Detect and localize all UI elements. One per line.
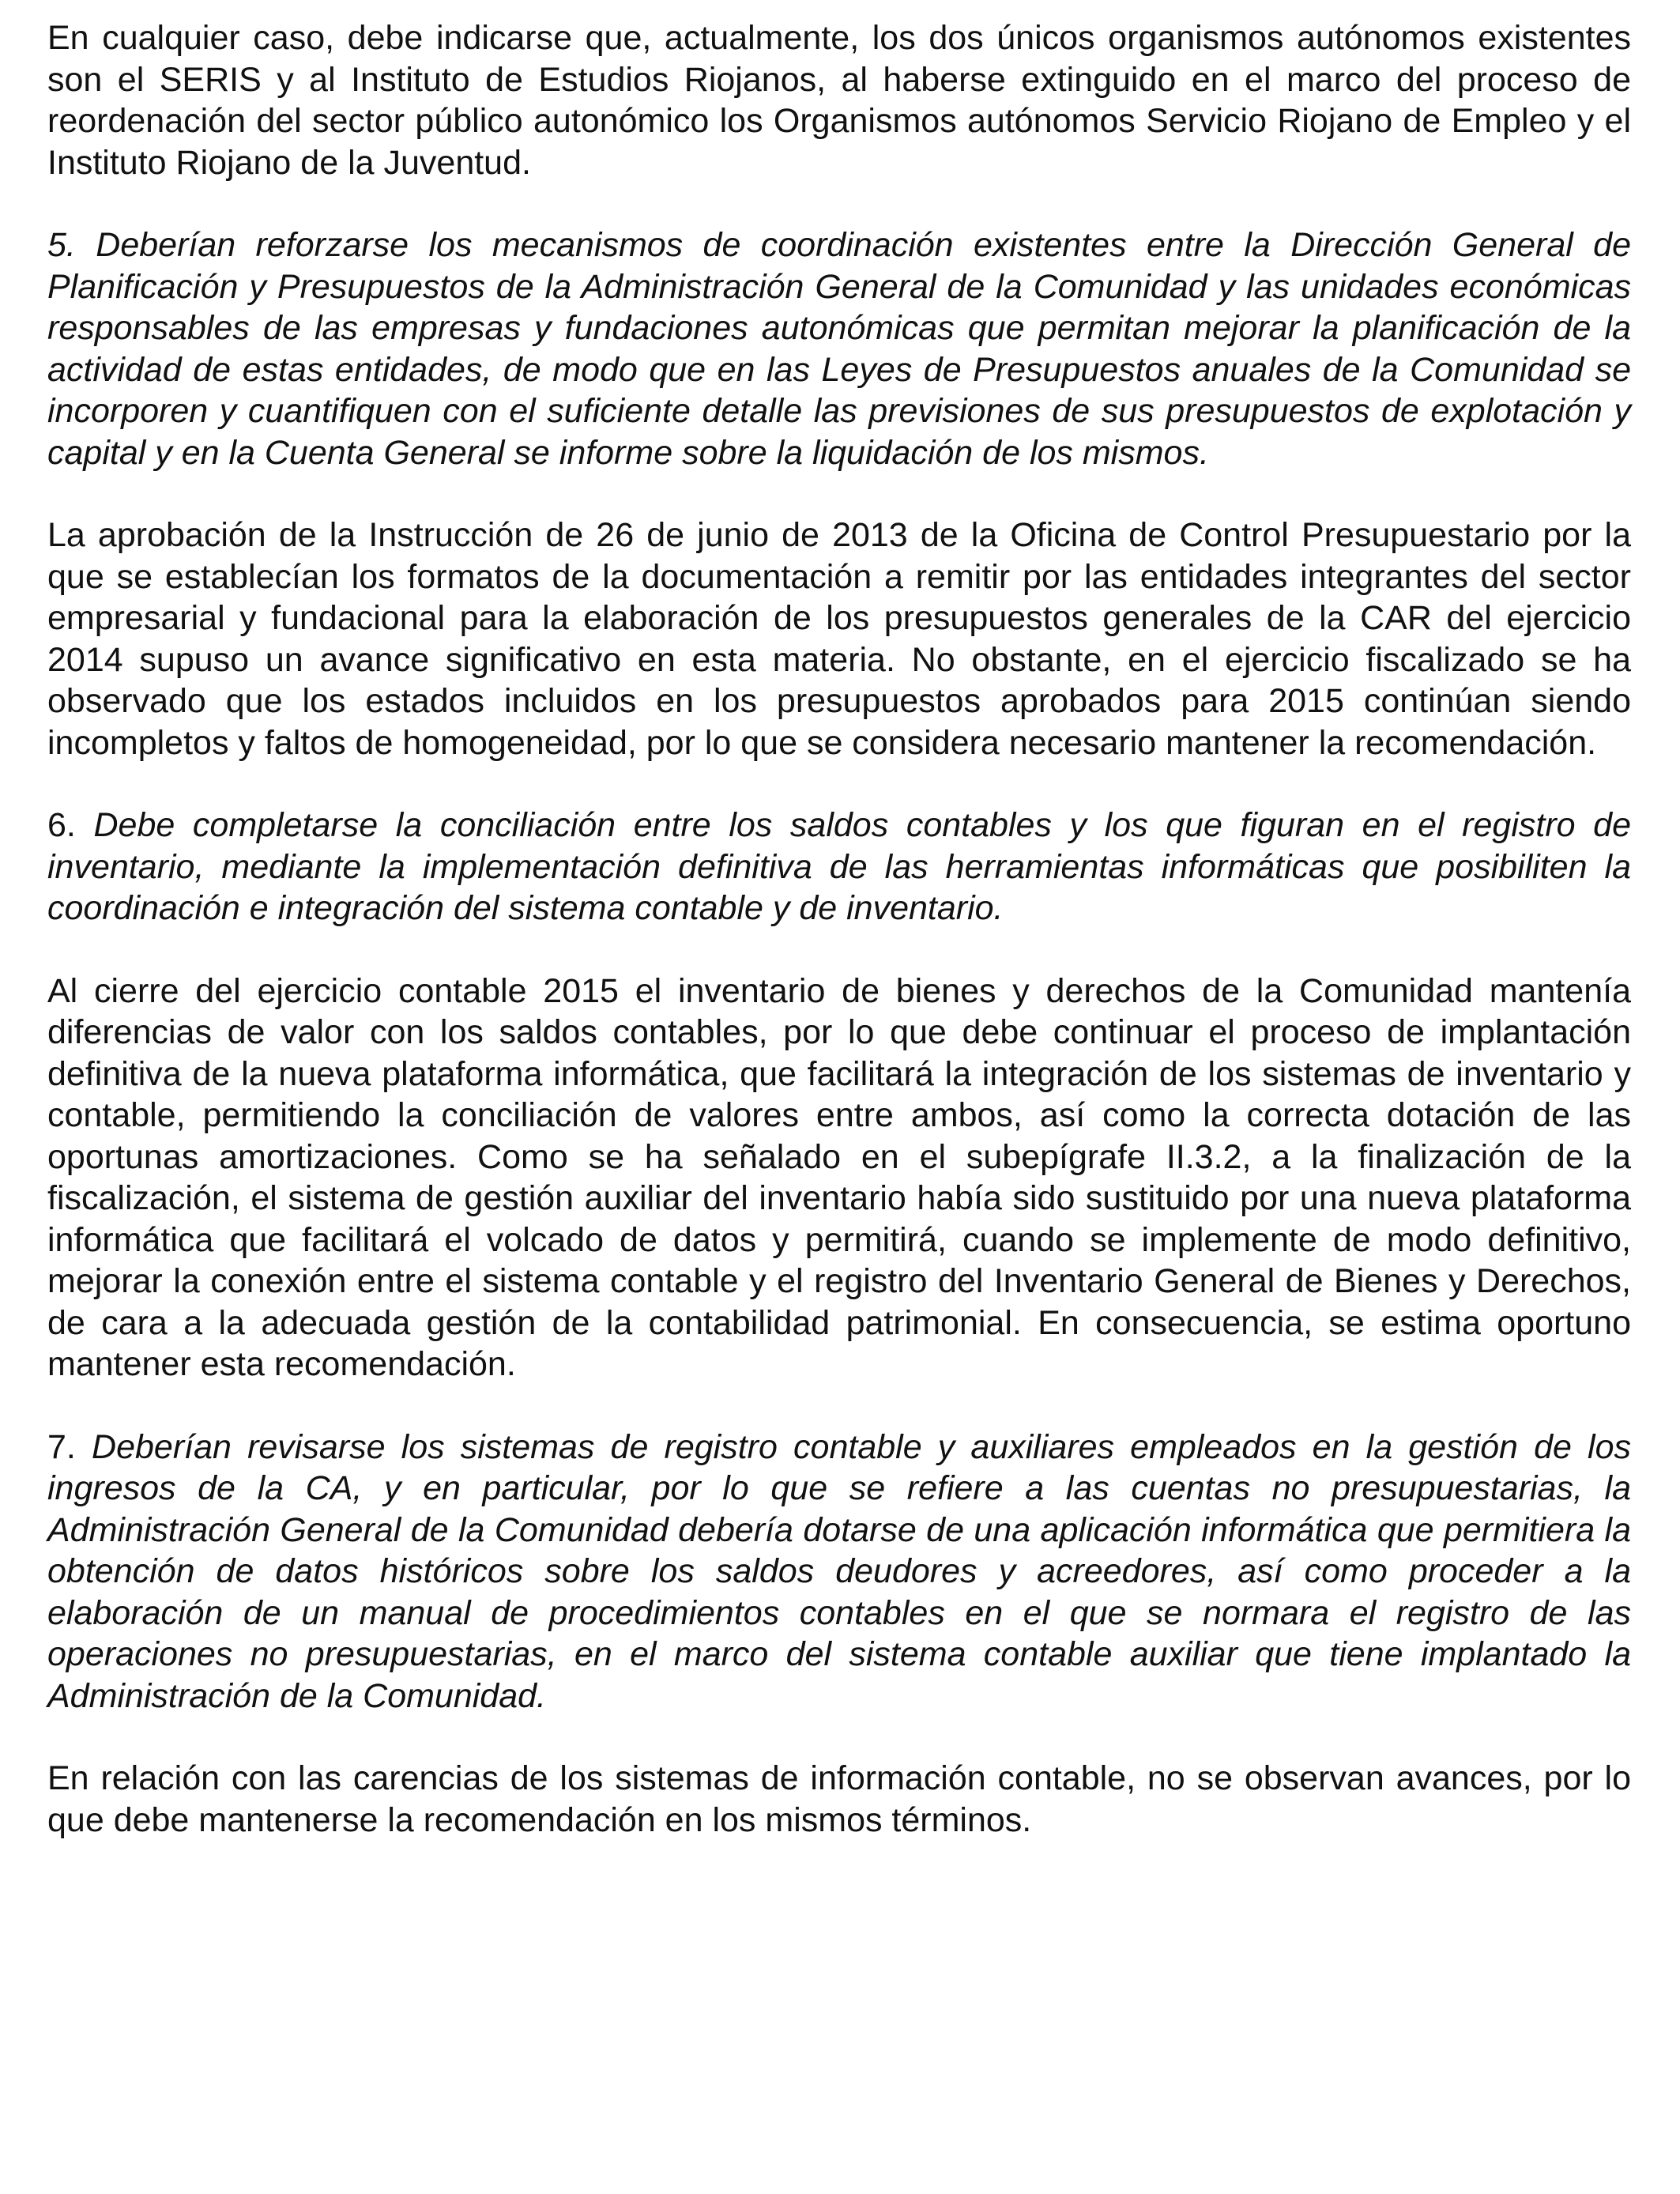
recommendation-text: Debe completarse la conciliación entre los saldos contables y los que figuran en el registro de inventario, mediante la implementación definitiva de las herramientas informáticas que posibiliten la coordinación e integración del sistema contable y de inventario. xyxy=(47,806,1631,927)
recommendation-text: Deberían reforzarse los mecanismos de coordinación existentes entre la Dirección General de Planificación y Presupuestos de la Administración General de la Comunidad y las unidades económicas responsables de las empresas y fundaciones autonómicas que permitan mejorar la planificación de la actividad de estas entidades, de modo que en las Leyes de Presupuestos anuales de la Comunidad se incorporen y cuantifiquen con el suficiente detalle las previsiones de sus presupuestos de explotación y capital y en la Cuenta General se informe sobre la liquidación de los mismos. xyxy=(47,226,1631,472)
paragraph-carencias-sistemas xyxy=(47,1758,1631,1841)
paragraph-text: Al cierre del ejercicio contable 2015 el inventario de bienes y derechos de la Comunidad mantenía diferencias de valor con los saldos contables, por lo que debe continuar el proceso de implantación definitiva de la nueva plataforma informática, que facilitará la integración de los sistemas de inventario y contable, permitiendo la conciliación de valores entre ambos, así como la correcta dotación de las oportunas amortizaciones. Como se ha señalado en el subepígrafe II.3.2, a la finalización de la fiscalización, el sistema de gestión auxiliar del inventario había sido sustituido por una nueva plataforma informática que facilitará el volcado de datos y permitirá, cuando se implemente de modo definitivo, mejorar la conexión entre el sistema contable y el registro del Inventario General de Bienes y Derechos, de cara a la adecuada gestión de la contabilidad patrimonial. En consecuencia, se estima oportuno mantener esta recomendación. xyxy=(47,971,1631,1383)
recommendation-number: 5. xyxy=(47,226,76,264)
paragraph-text: En cualquier caso, debe indicarse que, actualmente, los dos únicos organismos autónomos existentes son el SERIS y al Instituto de Estudios Riojanos, al haberse extinguido en el marco del proceso de reordenación del sector público autonómico los Organismos autónomos Servicio Riojano de Empleo y el Instituto Riojano de la Juventud. xyxy=(47,19,1631,182)
recommendation-number: 6. xyxy=(47,806,76,844)
document-page xyxy=(47,17,1631,1882)
recommendation-7 xyxy=(47,1427,1631,1717)
paragraph-instruccion-2013 xyxy=(47,515,1631,763)
recommendation-6 xyxy=(47,805,1631,929)
paragraph-organismos-autonomos xyxy=(47,17,1631,183)
recommendation-5 xyxy=(47,224,1631,473)
paragraph-inventario-2015 xyxy=(47,971,1631,1385)
recommendation-number: 7. xyxy=(47,1427,76,1466)
recommendation-text: Deberían revisarse los sistemas de registro contable y auxiliares empleados en la gestión de los ingresos de la CA, y en particular, por lo que se refiere a las cuentas no presupuestarias, la Administración General de la Comunidad debería dotarse de una aplicación informática que permitiera la obtención de datos históricos sobre los saldos deudores y acreedores, así como proceder a la elaboración de un manual de procedimientos contables en el que se normara el registro de las operaciones no presupuestarias, en el marco del sistema contable auxiliar que tiene implantado la Administración de la Comunidad. xyxy=(47,1427,1632,1715)
paragraph-text: La aprobación de la Instrucción de 26 de junio de 2013 de la Oficina de Control Presupuestario por la que se establecían los formatos de la documentación a remitir por las entidades integrantes del sector empresarial y fundacional para la elaboración de los presupuestos generales de la CAR del ejercicio 2014 supuso un avance significativo en esta materia. No obstante, en el ejercicio fiscalizado se ha observado que los estados incluidos en los presupuestos aprobados para 2015 continúan siendo incompletos y faltos de homogeneidad, por lo que se considera necesario mantener la recomendación. xyxy=(47,516,1631,762)
paragraph-text: En relación con las carencias de los sistemas de información contable, no se observan avances, por lo que debe mantenerse la recomendación en los mismos términos. xyxy=(47,1759,1631,1839)
